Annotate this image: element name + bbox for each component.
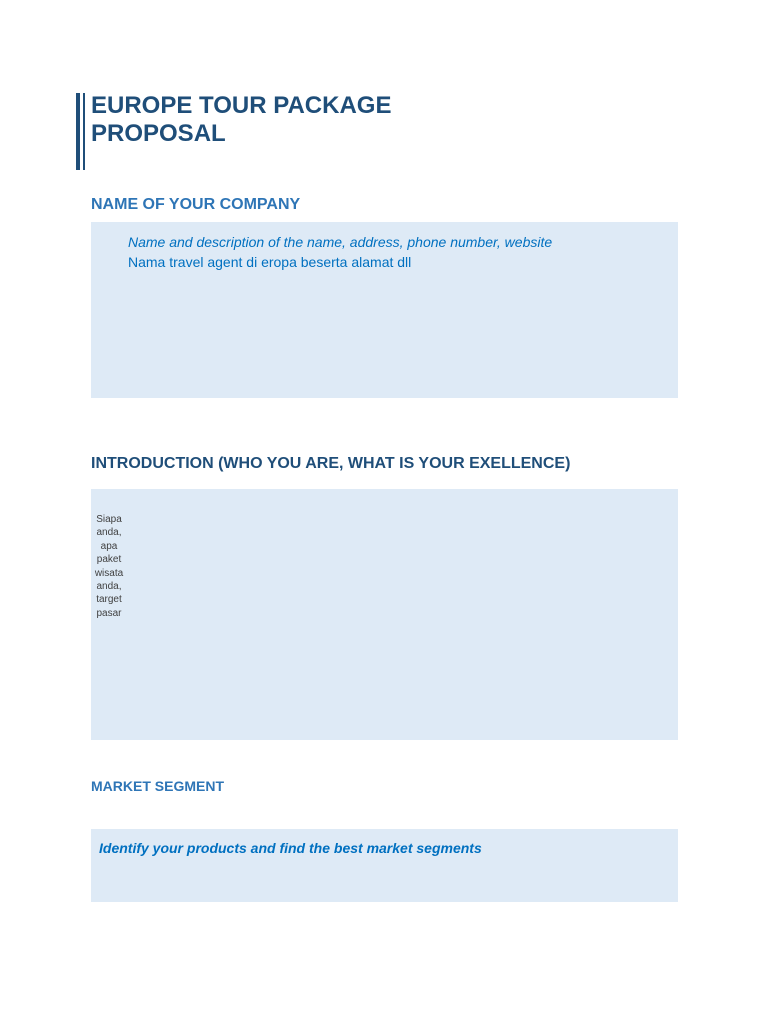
title-accent-bar-thick <box>76 93 80 170</box>
introduction-text-line: Siapa <box>96 514 122 525</box>
company-info-box[interactable] <box>91 222 678 398</box>
introduction-text <box>92 513 126 620</box>
document-title-line-2: PROPOSAL <box>91 120 226 147</box>
introduction-text-line: target <box>96 594 122 606</box>
market-segment-box[interactable] <box>91 829 678 902</box>
title-accent-bar-thin <box>83 93 85 170</box>
company-description-placeholder: Name and description of the name, address, phone number, website <box>128 234 553 250</box>
introduction-text-line: pasar <box>96 607 122 619</box>
introduction-text-line: anda, <box>96 581 122 593</box>
introduction-box[interactable] <box>91 489 678 740</box>
company-name-note: Nama travel agent di eropa beserta alamat dll <box>128 254 412 270</box>
company-section-heading: NAME OF YOUR COMPANY <box>91 196 301 213</box>
introduction-text-line: anda, <box>96 527 122 539</box>
introduction-text-line: apa <box>100 540 118 552</box>
introduction-text-line: wisata <box>94 567 124 579</box>
market-segment-heading: MARKET SEGMENT <box>91 778 224 794</box>
document-title-line-1: EUROPE TOUR PACKAGE <box>91 92 392 119</box>
introduction-text-line: paket <box>96 554 122 566</box>
document-title <box>91 92 571 148</box>
market-segment-placeholder: Identify your products and find the best market segments <box>99 840 482 856</box>
introduction-section-heading: INTRODUCTION (WHO YOU ARE, WHAT IS YOUR EXELLENCE) <box>91 455 571 472</box>
